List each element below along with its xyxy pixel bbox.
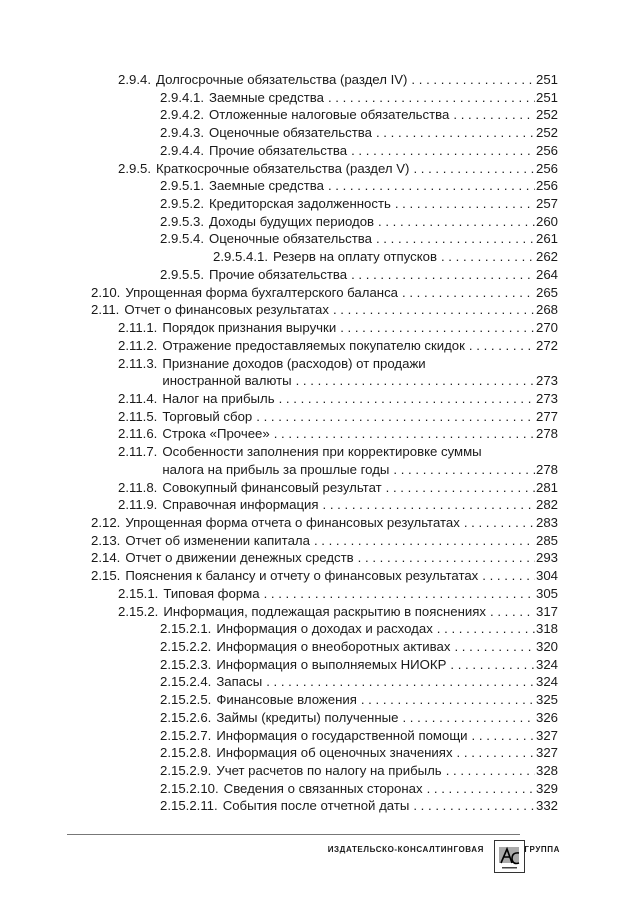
toc-entry[interactable]: [0, 443, 630, 461]
toc-entry[interactable]: [0, 355, 630, 373]
toc-entry[interactable]: [0, 301, 630, 319]
dot-leader: [393, 461, 535, 479]
toc-entry[interactable]: [0, 603, 630, 621]
toc-entry-number: 2.9.5.3.: [160, 213, 204, 229]
toc-entry-number: 2.9.5.4.: [160, 231, 204, 247]
toc-entry-page: 256: [535, 178, 558, 194]
toc-entry-page: 325: [535, 692, 558, 708]
toc-entry[interactable]: [0, 585, 630, 603]
toc-entry[interactable]: [0, 727, 630, 745]
toc-entry-number: 2.15.2.5.: [160, 692, 212, 708]
toc-entry[interactable]: [0, 284, 630, 302]
toc-entry[interactable]: [0, 797, 630, 815]
toc-entry-page: 305: [535, 585, 558, 601]
dot-leader: [490, 603, 535, 621]
toc-entry-page: 328: [535, 763, 558, 779]
toc-entry[interactable]: [0, 425, 630, 443]
toc-entry-title: Информация об оценочных значениях: [216, 745, 453, 761]
toc-entry[interactable]: [0, 89, 630, 107]
toc-entry[interactable]: [0, 124, 630, 142]
dot-leader: [402, 284, 535, 302]
toc-entry-page: 256: [535, 160, 558, 176]
toc-entry-number: 2.11.1.: [118, 320, 158, 336]
dot-leader: [376, 124, 535, 142]
dot-leader: [441, 248, 535, 266]
toc-entry-title: Кредиторская задолженность: [209, 196, 391, 212]
toc-entry[interactable]: [0, 638, 630, 656]
toc-entry-number: 2.14.: [91, 550, 121, 566]
dot-leader: [256, 408, 535, 426]
toc-entry-title: Учет расчетов по налогу на прибыль: [216, 763, 442, 779]
toc-entry[interactable]: [0, 390, 630, 408]
dot-leader: [274, 425, 535, 443]
toc-entry-page: 327: [535, 727, 558, 743]
dot-leader: [378, 213, 535, 231]
toc-entry-number: 2.15.2.10.: [160, 780, 219, 796]
toc-entry-number: 2.15.2.3.: [160, 656, 212, 672]
toc-entry-page: 282: [535, 497, 558, 513]
toc-entry-title: Сведения о связанных сторонах: [223, 780, 423, 796]
toc-entry[interactable]: [0, 762, 630, 780]
dot-leader: [457, 744, 535, 762]
toc-entry-number: 2.15.1.: [118, 585, 159, 601]
toc-entry-page: 278: [535, 461, 558, 477]
dot-leader: [450, 656, 535, 674]
toc-entry-page: 264: [535, 266, 558, 282]
toc-entry-number: 2.9.4.4.: [160, 142, 204, 158]
dot-leader: [482, 567, 535, 585]
toc-entry[interactable]: [0, 213, 630, 231]
dot-leader: [351, 142, 535, 160]
toc-entry-number: 2.12.: [91, 514, 121, 530]
toc-entry-title: Информация, подлежащая раскрытию в пояснениях: [163, 603, 487, 619]
toc-entry-page: 272: [535, 337, 558, 353]
toc-entry-page: 265: [535, 284, 558, 300]
toc-entry-title: Совокупный финансовый результат: [162, 479, 382, 495]
toc-entry[interactable]: [0, 532, 630, 550]
toc-entry-page: 281: [535, 479, 558, 495]
dot-leader: [437, 620, 535, 638]
toc-entry-number: 2.15.2.4.: [160, 674, 212, 690]
toc-entry-page: 318: [535, 621, 558, 637]
dot-leader: [351, 266, 535, 284]
publisher-group: ГРУППА: [524, 845, 560, 854]
toc-entry[interactable]: [0, 549, 630, 567]
toc-entry-page: 261: [535, 231, 558, 247]
toc-entry-title: Резерв на оплату отпусков: [273, 249, 437, 265]
toc-entry[interactable]: [0, 319, 630, 337]
toc-entry-title: Признание доходов (расходов) от продажи: [162, 355, 426, 371]
toc-entry-title: Отражение предоставляемых покупателю скидок: [162, 337, 465, 353]
toc-entry-page: 277: [535, 408, 558, 424]
toc-entry[interactable]: [0, 744, 630, 762]
toc-entry-title: Прочие обязательства: [209, 142, 348, 158]
toc-entry[interactable]: [0, 673, 630, 691]
toc-entry[interactable]: [0, 656, 630, 674]
dot-leader: [413, 160, 535, 178]
toc-entry-number: 2.15.: [91, 568, 121, 584]
toc-entry-title: Заемные средства: [209, 178, 324, 194]
toc-entry-page: 304: [535, 568, 558, 584]
toc-entry[interactable]: [0, 106, 630, 124]
dot-leader: [395, 195, 535, 213]
toc-entry-title: Доходы будущих периодов: [209, 213, 375, 229]
toc-entry-number: 2.9.5.1.: [160, 178, 204, 194]
toc-entry[interactable]: [0, 709, 630, 727]
toc-entry[interactable]: [0, 620, 630, 638]
toc-entry-title: Особенности заполнения при корректировке суммы: [162, 444, 482, 460]
dot-leader: [376, 230, 535, 248]
toc-entry-title: Отчет о движении денежных средств: [125, 550, 354, 566]
dot-leader: [358, 549, 535, 567]
toc-entry[interactable]: [0, 142, 630, 160]
toc-entry-title: Порядок признания выручки: [162, 320, 337, 336]
toc-entry-page: 320: [535, 639, 558, 654]
dot-leader: [333, 301, 535, 319]
toc-entry-number: 2.11.9.: [118, 497, 158, 513]
toc-entry-page: 285: [535, 532, 558, 548]
dot-leader: [413, 797, 535, 815]
dot-leader: [314, 532, 535, 550]
dot-leader: [411, 71, 535, 89]
footer-divider: [67, 834, 520, 835]
toc-entry-title: Справочная информация: [162, 497, 319, 513]
toc-entry-number: 2.11.7.: [118, 444, 158, 460]
toc-entry-title: Запасы: [216, 674, 263, 690]
toc-entry-number: 2.15.2.9.: [160, 763, 212, 779]
toc-entry-number: 2.11.2.: [118, 337, 158, 353]
toc-entry-title: Строка «Прочее»: [162, 426, 270, 442]
toc-entry[interactable]: [0, 177, 630, 195]
toc-entry-title: иностранной валюты: [162, 373, 292, 389]
dot-leader: [340, 319, 535, 337]
toc-entry-page: 278: [535, 426, 558, 442]
toc-entry-title: Прочие обязательства: [209, 266, 348, 282]
dot-leader: [328, 177, 535, 195]
toc-entry-number: 2.11.6.: [118, 426, 158, 442]
toc-entry-title: Информация о государственной помощи: [216, 727, 468, 743]
toc-entry-number: 2.9.5.2.: [160, 196, 204, 212]
toc-entry[interactable]: [0, 248, 630, 266]
toc-entry-number: 2.15.2.1.: [160, 621, 212, 637]
toc-entry[interactable]: [0, 780, 630, 798]
dot-leader: [264, 585, 535, 603]
toc-entry-page: 251: [535, 89, 558, 105]
dot-leader: [323, 496, 535, 514]
toc-entry-page: 324: [535, 656, 558, 672]
toc-entry[interactable]: [0, 691, 630, 709]
toc-entry-title: Торговый сбор: [162, 408, 253, 424]
toc-entry-page: 283: [535, 514, 558, 530]
toc-entry-number: 2.9.4.: [118, 72, 151, 87]
toc-entry-title: Типовая форма: [163, 585, 260, 601]
toc-entry-page: 252: [535, 107, 558, 123]
toc-entry-title: Финансовые вложения: [216, 692, 357, 708]
toc-entry[interactable]: [0, 496, 630, 514]
toc-entry-page: 329: [535, 780, 558, 796]
toc-entry-page: 252: [535, 125, 558, 141]
dot-leader: [446, 762, 535, 780]
dot-leader: [454, 638, 535, 656]
toc-entry-page: 326: [535, 709, 558, 725]
table-of-contents: [0, 71, 630, 815]
publisher-name: ИЗДАТЕЛЬСКО-КОНСАЛТИНГОВАЯ: [327, 845, 484, 854]
toc-entry-number: 2.15.2.: [118, 603, 159, 619]
toc-entry-page: 293: [535, 550, 558, 566]
toc-entry-title: Займы (кредиты) полученные: [216, 709, 399, 725]
toc-entry-page: 324: [535, 674, 558, 690]
toc-entry-number: 2.11.5.: [118, 408, 158, 424]
toc-entry[interactable]: [0, 514, 630, 532]
toc-entry-page: 270: [535, 320, 558, 336]
toc-entry-number: 2.11.4.: [118, 390, 158, 406]
toc-entry-number: 2.15.2.8.: [160, 745, 212, 761]
toc-entry-title: Отчет об изменении капитала: [125, 532, 310, 548]
dot-leader: [361, 691, 535, 709]
toc-entry-number: 2.15.2.11.: [160, 798, 218, 814]
toc-entry-title: налога на прибыль за прошлые годы: [162, 461, 390, 477]
toc-entry[interactable]: [0, 567, 630, 585]
dot-leader: [427, 780, 535, 798]
dot-leader: [386, 479, 535, 497]
toc-entry[interactable]: [0, 195, 630, 213]
toc-entry-number: 2.9.4.3.: [160, 125, 204, 141]
toc-entry[interactable]: [0, 71, 630, 89]
toc-entry[interactable]: [0, 337, 630, 355]
toc-entry-continuation[interactable]: [0, 461, 630, 479]
toc-entry-number: 2.9.4.2.: [160, 107, 204, 123]
toc-entry-page: 260: [535, 213, 558, 229]
toc-entry-page: 273: [535, 390, 558, 406]
toc-entry-number: 2.9.5.: [118, 160, 151, 176]
toc-entry-number: 2.10.: [91, 284, 121, 300]
dot-leader: [472, 727, 535, 745]
publisher-logo: [494, 840, 525, 873]
toc-entry-number: 2.15.2.7.: [160, 727, 212, 743]
toc-entry-number: 2.11.: [91, 302, 120, 318]
toc-entry-number: 2.9.5.5.: [160, 266, 204, 282]
toc-entry-page: 262: [535, 249, 558, 265]
toc-entry-title: Информация о доходах и расходах: [216, 621, 433, 637]
toc-entry[interactable]: [0, 160, 630, 178]
toc-entry-number: 2.13.: [91, 532, 121, 548]
toc-entry-number: 2.9.4.1.: [160, 89, 204, 105]
toc-entry-title: Упрощенная форма отчета о финансовых результатах: [125, 514, 460, 530]
toc-entry-number: 2.15.2.6.: [160, 709, 212, 725]
toc-entry[interactable]: [0, 408, 630, 426]
dot-leader: [296, 372, 535, 390]
toc-entry-title: Долгосрочные обязательства (раздел IV): [156, 72, 408, 87]
toc-entry-page: 327: [535, 745, 558, 761]
dot-leader: [453, 106, 535, 124]
toc-entry-page: 257: [535, 196, 558, 212]
toc-entry-title: Упрощенная форма бухгалтерского баланса: [125, 284, 399, 300]
toc-entry-page: 317: [535, 603, 558, 619]
toc-entry-number: 2.15.2.2.: [160, 639, 212, 654]
toc-entry-page: 251: [535, 72, 558, 87]
toc-entry-number: 2.11.8.: [118, 479, 158, 495]
toc-entry-title: Информация о выполняемых НИОКР: [216, 656, 447, 672]
dot-leader: [266, 673, 535, 691]
dot-leader: [279, 390, 535, 408]
toc-entry-title: Краткосрочные обязательства (раздел V): [156, 160, 410, 176]
dot-leader: [328, 89, 535, 107]
toc-entry-title: Отчет о финансовых результатах: [124, 302, 329, 318]
toc-entry-title: Заемные средства: [209, 89, 324, 105]
toc-entry-title: Налог на прибыль: [162, 390, 275, 406]
toc-entry-title: Отложенные налоговые обязательства: [209, 107, 450, 123]
toc-entry-page: 268: [535, 302, 558, 318]
toc-entry-page: 256: [535, 142, 558, 158]
toc-entry[interactable]: [0, 230, 630, 248]
toc-entry[interactable]: [0, 479, 630, 497]
dot-leader: [402, 709, 535, 727]
toc-entry-page: 273: [535, 373, 558, 389]
toc-entry-page: 332: [535, 798, 558, 814]
toc-entry-continuation[interactable]: [0, 372, 630, 390]
toc-entry-title: События после отчетной даты: [222, 798, 410, 814]
toc-entry-number: 2.11.3.: [118, 355, 158, 371]
toc-entry-number: 2.9.5.4.1.: [213, 249, 268, 265]
toc-entry-title: Пояснения к балансу и отчету о финансовых результатах: [125, 568, 479, 584]
toc-entry[interactable]: [0, 266, 630, 284]
dot-leader: [464, 514, 535, 532]
toc-entry-title: Оценочные обязательства: [209, 231, 372, 247]
toc-entry-title: Оценочные обязательства: [209, 125, 372, 141]
dot-leader: [469, 337, 535, 355]
toc-entry-title: Информация о внеоборотных активах: [216, 639, 451, 654]
